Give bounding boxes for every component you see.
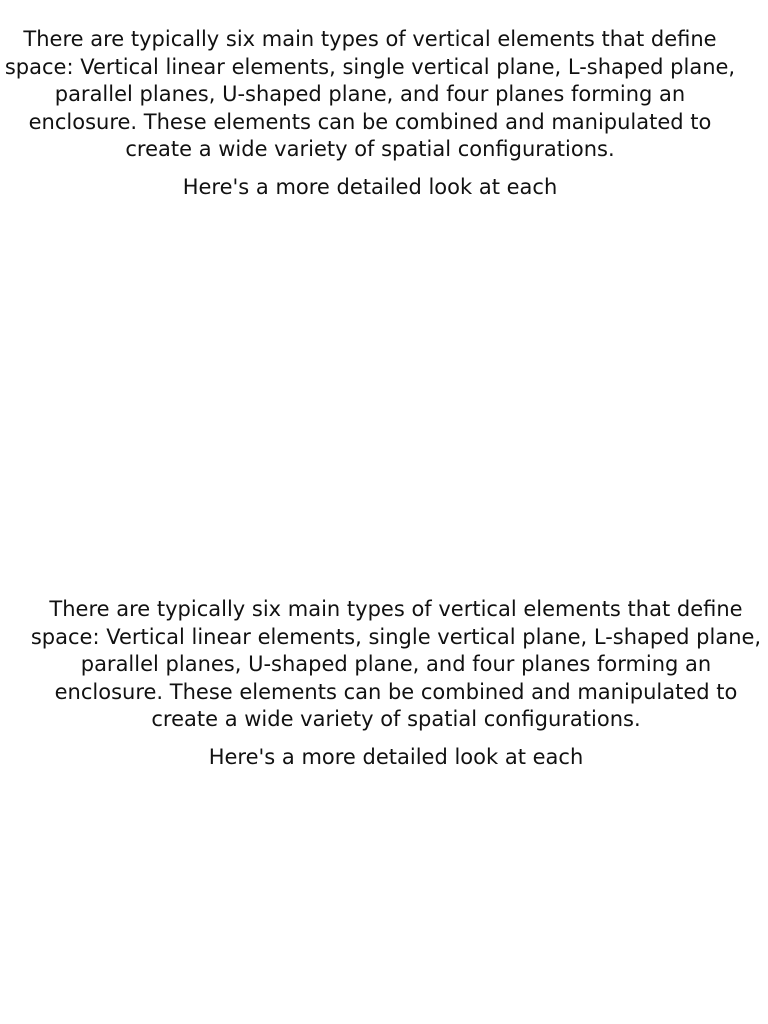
- detail-lead-line: Here's a more detailed look at each: [208, 744, 584, 769]
- text-block-top: [4, 26, 736, 201]
- text-block-bottom: [30, 596, 762, 771]
- body-paragraph: There are typically six main types of vertical elements that define space: Vertical linear elements, single vertical plane, L-shaped plane, parallel planes, U-shaped plane, and four planes forming an enclosure. These elements can be combined and manipulated to create a wide variety of spatial configurations.: [4, 27, 736, 161]
- detail-lead-line: Here's a more detailed look at each: [182, 174, 558, 199]
- body-paragraph: There are typically six main types of vertical elements that define space: Vertical linear elements, single vertical plane, L-shaped plane, parallel planes, U-shaped plane, and four planes forming an enclosure. These elements can be combined and manipulated to create a wide variety of spatial configurations.: [30, 597, 762, 731]
